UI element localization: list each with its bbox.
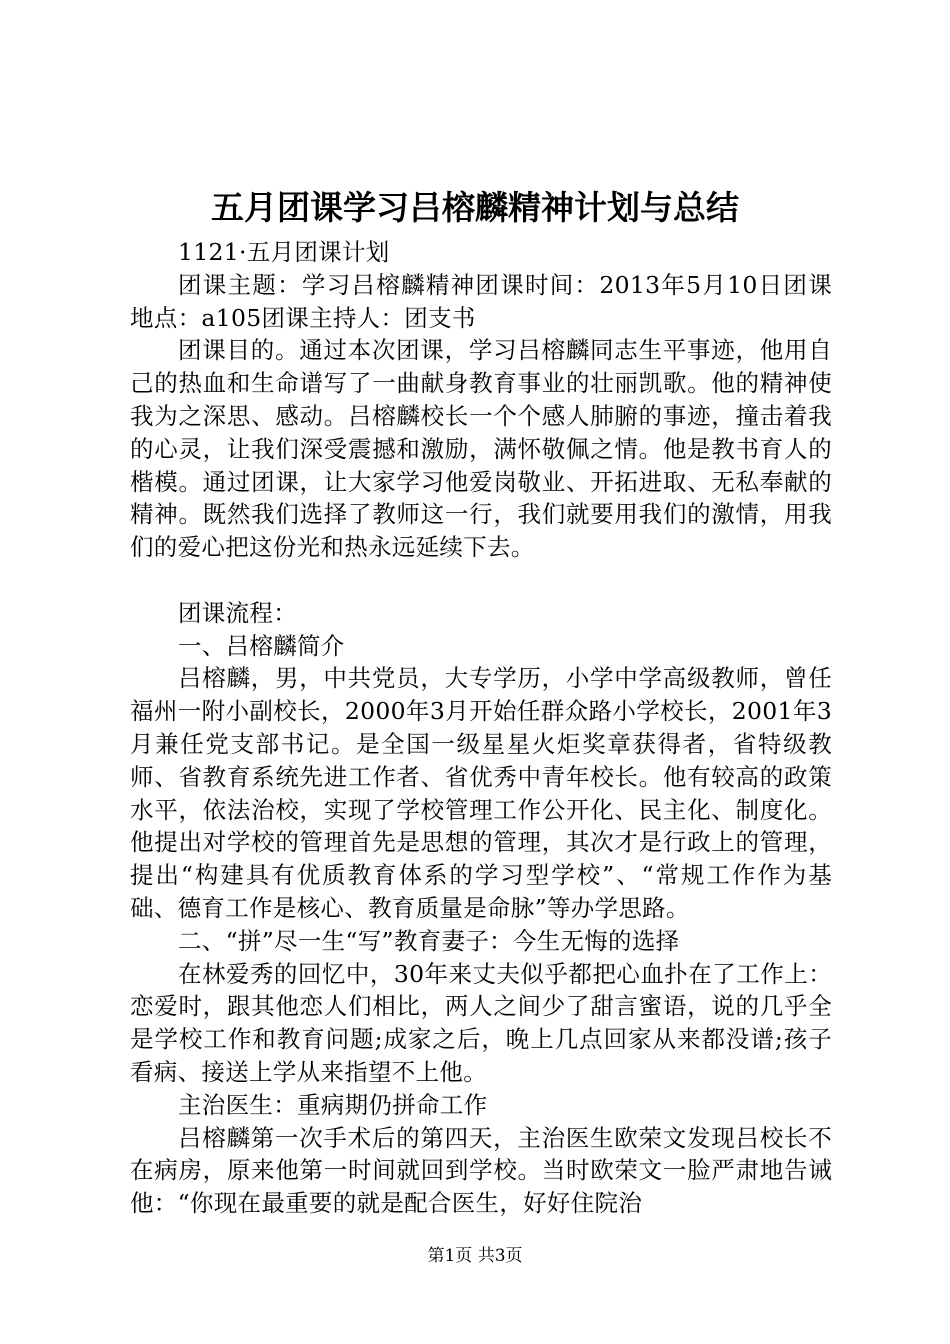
theme-paragraph: 团课主题：学习吕榕麟精神团课时间：2013年5月10日团课地点：a105团课主持人：团支书 [130, 270, 832, 332]
section-heading-wife: 二、“拼”尽一生“写”教育妻子：今生无悔的选择 [178, 926, 680, 955]
paragraph-gap [130, 564, 832, 597]
process-heading: 团课流程： [178, 598, 297, 627]
document-title: 五月团课学习吕榕麟精神计划与总结 [211, 188, 739, 227]
purpose-paragraph: 团课目的。通过本次团课，学习吕榕麟同志生平事迹，他用自己的热血和生命谱写了一曲献身教育事业的壮丽凯歌。他的精神使我为之深思、感动。吕榕麟校长一个个感人肺腑的事迹，撞击着我的心灵，让我们深受震撼和激励，满怀敬佩之情。他是教书育人的楷模。通过团课，让大家学习他爱岗敬业、开拓进取、无私奉献的精神。既然我们选择了教师这一行，我们就要用我们的激情，用我们的爱心把这份光和热永远延续下去。 [130, 336, 832, 562]
plan-heading: 1121·五月团课计划 [178, 238, 390, 266]
wife-paragraph: 在林爱秀的回忆中，30年来丈夫似乎都把心血扑在了工作上：恋爱时，跟其他恋人们相比，两人之间少了甜言蜜语，说的几乎全是学校工作和教育问题;成家之后，晚上几点回家从来都没谱;孩子看病、接送上学从来指望不上他。 [130, 959, 832, 1086]
doctor-paragraph: 吕榕麟第一次手术后的第四天，主治医生欧荣文发现吕校长不在病房，原来他第一时间就回到学校。当时欧荣文一脸严肃地告诫他：“你现在最重要的就是配合医生，好好住院治 [130, 1123, 832, 1218]
document-body [130, 236, 832, 1220]
page-footer: 第1页 共3页 [427, 1246, 523, 1266]
section-heading-doctor: 主治医生：重病期仍拼命工作 [178, 1090, 488, 1119]
section-heading-intro: 一、吕榕麟简介 [178, 631, 345, 660]
intro-paragraph: 吕榕麟，男，中共党员，大专学历，小学中学高级教师，曾任福州一附小副校长，2000年3月开始任群众路小学校长，2001年3月兼任党支部书记。是全国一级星星火炬奖章获得者，省特级教师、省教育系统先进工作者、省优秀中青年校长。他有较高的政策水平，依法治校，实现了学校管理工作公开化、民主化、制度化。他提出对学校的管理首先是思想的管理，其次才是行政上的管理，提出“构建具有优质教育体系的学习型学校”、“常规工作作为基础、德育工作是核心、教育质量是命脉”等办学思路。 [130, 664, 832, 922]
